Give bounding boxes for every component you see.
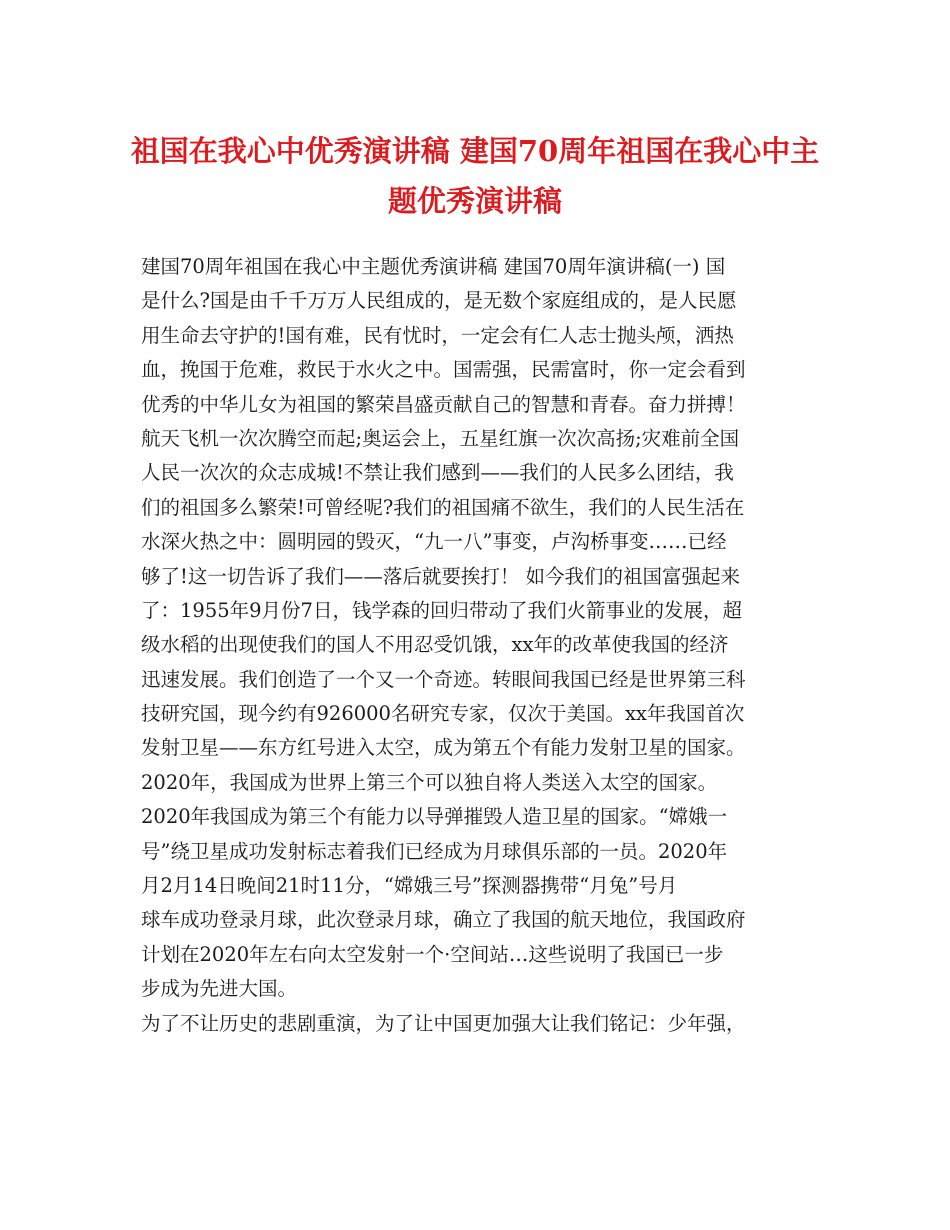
body-line: 们的祖国多么繁荣!可曾经呢?我们的祖国痛不欲生，我们的人民生活在	[141, 495, 745, 519]
body-line: 是什么?国是由千千万万人民组成的，是无数个家庭组成的，是人民愿	[141, 289, 737, 313]
body-text	[141, 250, 821, 1041]
body-line: 血，挽国于危难，救民于水火之中。国需强，民需富时，你一定会看到	[141, 358, 746, 382]
body-line: 计划在2020年左右向太空发射一个·空间站…这些说明了我国已一步	[141, 942, 724, 966]
body-line: 月2月14日晚间21时11分，“嫦娥三号”探测器携带“月兔”号月	[141, 874, 678, 898]
body-line: 用生命去守护的!国有难，民有忧时，一定会有仁人志士抛头颅，洒热	[141, 323, 734, 347]
body-line: 发射卫星——东方红号进入太空，成为第五个有能力发射卫星的国家。	[141, 736, 746, 760]
body-line: 水深火热之中：圆明园的毁灭，“九一八”事变，卢沟桥事变……已经	[141, 530, 727, 554]
body-line: 级水稻的出现使我们的国人不用忍受饥饿，xx年的改革使我国的经济	[141, 633, 729, 657]
document-title	[100, 126, 850, 226]
body-line: 够了!这一切告诉了我们——落后就要挨打！ 如今我们的祖国富强起来	[141, 564, 741, 588]
body-line: 航天飞机一次次腾空而起;奥运会上，五星红旗一次次高扬;灾难前全国	[141, 426, 740, 450]
body-line: 号”绕卫星成功发射标志着我们已经成为月球俱乐部的一员。2020年	[141, 839, 728, 863]
body-line: 为了不让历史的悲剧重演，为了让中国更加强大让我们铭记：少年强，	[141, 1011, 746, 1035]
body-line: 迅速发展。我们创造了一个又一个奇迹。转眼间我国已经是世界第三科	[141, 667, 746, 691]
body-line: 2020年，我国成为世界上第三个可以独自将人类送入太空的国家。	[141, 770, 718, 794]
title-line: 祖国在我心中优秀演讲稿 建国70周年祖国在我心中主	[130, 134, 820, 168]
body-line: 步成为先进大国。	[141, 977, 298, 1001]
body-line: 了：1955年9月份7日，钱学森的回归带动了我们火箭事业的发展，超	[141, 598, 742, 622]
body-line: 技研究国，现今约有926000名研究专家，仅次于美国。xx年我国首次	[141, 702, 745, 726]
body-line: 2020年我国成为第三个有能力以导弹摧毁人造卫星的国家。“嫦娥一	[141, 805, 728, 829]
title-line: 题优秀演讲稿	[387, 184, 562, 218]
body-line: 建国70周年祖国在我心中主题优秀演讲稿 建国70周年演讲稿(一) 国	[141, 255, 726, 278]
body-line: 优秀的中华儿女为祖国的繁荣昌盛贡献自己的智慧和青春。奋力拼搏！	[141, 392, 746, 416]
body-line: 球车成功登录月球，此次登录月球，确立了我国的航天地位，我国政府	[141, 908, 746, 932]
body-line: 人民一次次的众志成城!不禁让我们感到——我们的人民多么团结，我	[141, 461, 734, 485]
